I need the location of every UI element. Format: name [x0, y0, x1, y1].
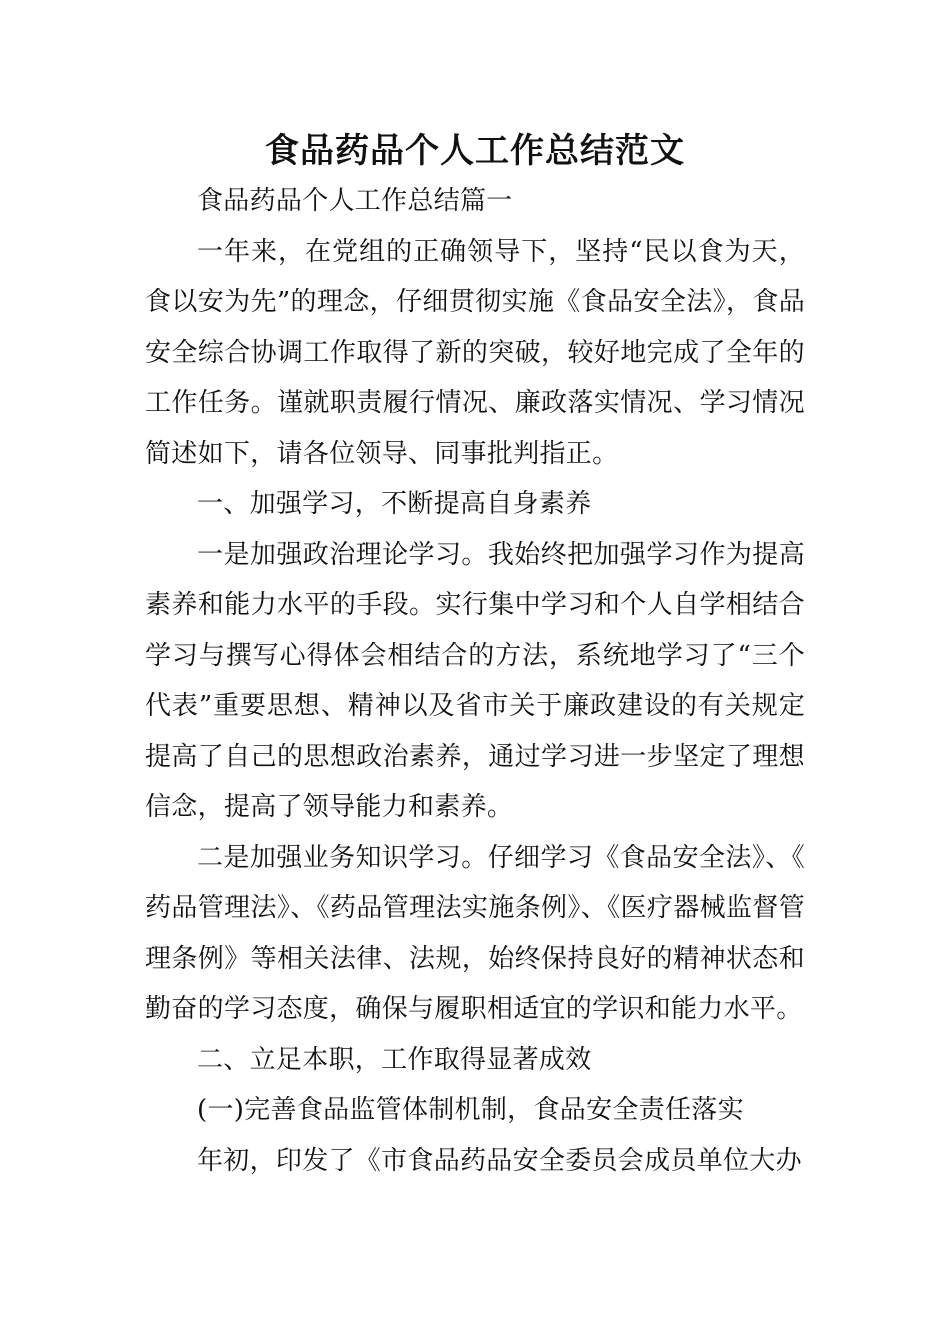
body-paragraph: 年初，印发了《市食品药品安全委员会成员单位大办 [197, 1145, 802, 1176]
body-paragraph: 一年来，在党组的正确领导下，坚持“民以食为天，食以安为先”的理念，仔细贯彻实施《食品安全法》，食品安全综合协调工作取得了新的突破，较好地完成了全年的工作任务。谨就职责履行情况、廉政落实情况、学习情况简述如下，请各位领导、同事批判指正。 [145, 236, 805, 469]
document-title: 食品药品个人工作总结范文 [265, 131, 685, 171]
section-heading: 一、加强学习，不断提高自身素养 [197, 489, 592, 519]
body-paragraph: 二是加强业务知识学习。仔细学习《食品安全法》、《药品管理法》、《药品管理法实施条例》、《医疗器械监督管理条例》等相关法律、法规，始终保持良好的精神状态和勤奋的学习态度，确保与履职相适宜的学识和能力水平。 [145, 842, 805, 1024]
section-heading: 食品药品个人工作总结篇一 [197, 186, 513, 216]
body-paragraph: 一是加强政治理论学习。我始终把加强学习作为提高素养和能力水平的手段。实行集中学习和个人自学相结合学习与撰写心得体会相结合的方法，系统地学习了“三个代表”重要思想、精神以及省市关于廉政建设的有关规定提高了自己的思想政治素养，通过学习进一步坚定了理想信念，提高了领导能力和素养。 [145, 539, 805, 822]
section-heading: 二、立足本职，工作取得显著成效 [197, 1044, 592, 1075]
document-body [145, 176, 805, 1186]
subsection-heading: (一)完善食品监管体制机制，食品安全责任落实 [197, 1095, 744, 1125]
